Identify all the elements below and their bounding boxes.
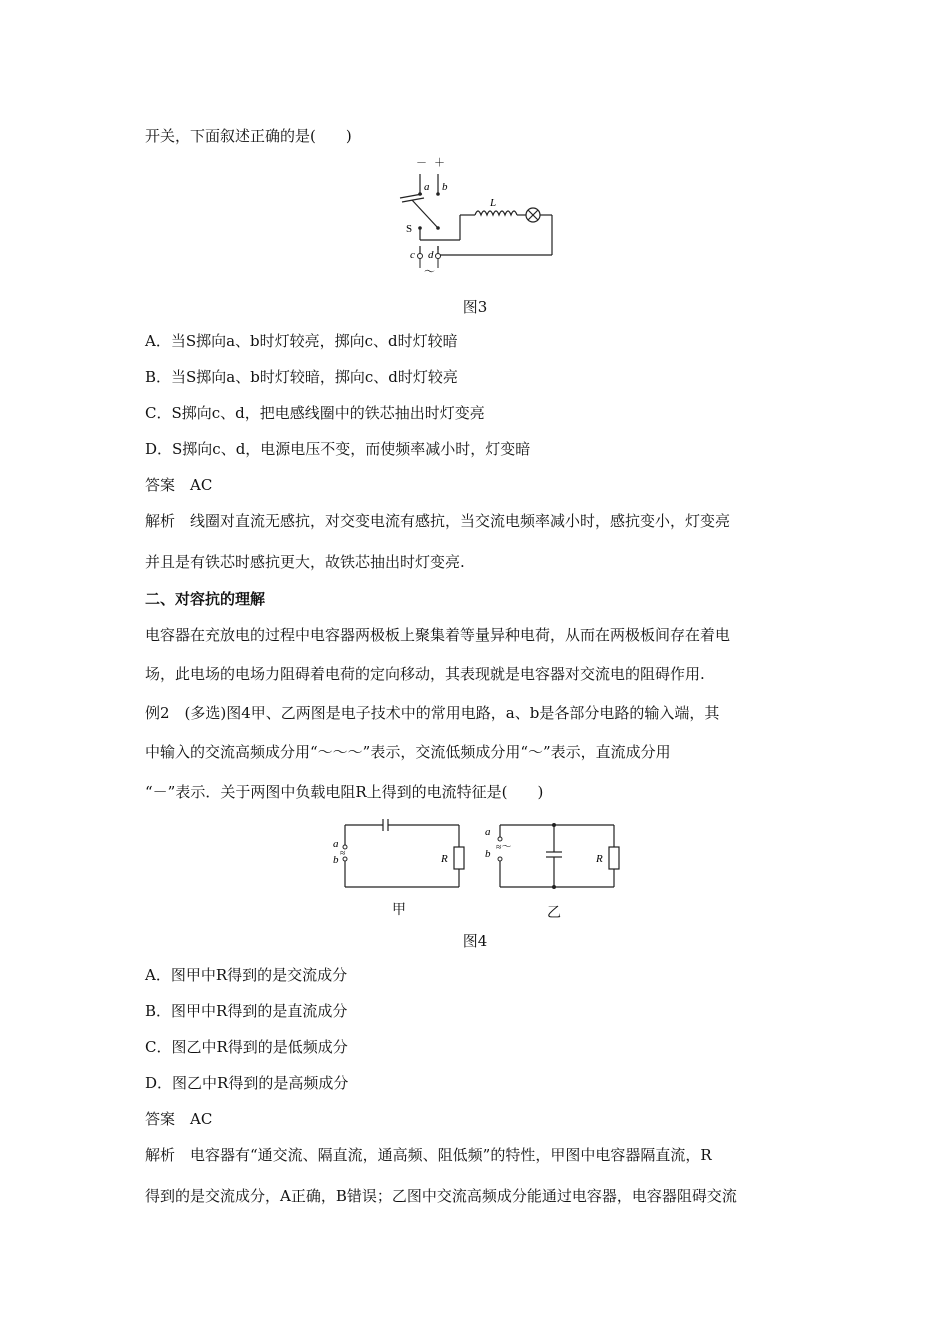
fig4-left-b: b (333, 854, 339, 866)
section2-para-line2: 场，此电场的电场力阻碍着电荷的定向移动，其表现就是电容器对交流电的阻碍作用. (145, 665, 705, 683)
q1-option-a: A．当S掷向a、b时灯较亮，掷向c、d时灯较暗 (145, 332, 458, 350)
q1-analysis-line1: 解析 线圈对直流无感抗，对交变电流有感抗，当交流电频率减小时，感抗变小，灯变亮 (145, 512, 731, 530)
fig4-right-a: a (485, 826, 491, 838)
fig3-S: S (406, 223, 413, 235)
section2-heading: 二、对容抗的理解 (145, 590, 266, 608)
fig3-b: b (442, 181, 448, 193)
q2-option-d: D．图乙中R得到的是高频成分 (145, 1074, 349, 1092)
fig4-left-R: R (441, 853, 448, 865)
figure-4-right-circuit (480, 815, 625, 895)
figure-4-left-caption: 甲 (392, 902, 406, 918)
q2-analysis-line2: 得到的是交流成分，A正确，B错误；乙图中交流高频成分能通过电容器，电容器阻碍交流 (145, 1187, 737, 1205)
q1-answer: 答案 AC (145, 476, 213, 494)
fig3-c: c (410, 249, 415, 261)
q2-stem-line2: 中输入的交流高频成分用“～～～”表示，交流低频成分用“～”表示，直流成分用 (145, 743, 671, 761)
fig3-a: a (424, 181, 430, 193)
fig3-L: L (490, 197, 497, 209)
q1-analysis-line2: 并且是有铁芯时感抗更大，故铁芯抽出时灯变亮. (145, 553, 465, 571)
q1-option-c: C．S掷向c、d，把电感线圈中的铁芯抽出时灯变亮 (145, 404, 485, 422)
q2-stem-line3: “－”表示．关于两图中负载电阻R上得到的电流特征是( ) (145, 783, 544, 801)
fig3-minus: － (416, 157, 427, 169)
figure-4-right-caption: 乙 (547, 905, 561, 921)
q2-stem-line1: 例2 (多选)图4甲、乙两图是电子技术中的常用电路，a、b是各部分电路的输入端，其 (145, 704, 720, 722)
fig3-ac: ～ (424, 266, 435, 278)
fig3-plus: ＋ (434, 157, 445, 169)
q2-answer: 答案 AC (145, 1110, 213, 1128)
fig4-right-source: ≈～ (496, 842, 512, 853)
q2-analysis-line1: 解析 电容器有“通交流、隔直流，通高频、阻低频”的特性，甲图中电容器隔直流，R (145, 1146, 712, 1164)
figure-4-left-circuit (325, 815, 470, 895)
fig4-right-b: b (485, 848, 491, 860)
figure-3-circuit (380, 150, 570, 280)
figure-4-caption: 图4 (462, 932, 488, 950)
fig4-left-a: a (333, 838, 339, 850)
q2-option-c: C．图乙中R得到的是低频成分 (145, 1038, 348, 1056)
figure-3-caption: 图3 (462, 298, 488, 316)
q2-option-a: A．图甲中R得到的是交流成分 (145, 966, 348, 984)
q1-stem: 开关，下面叙述正确的是( ) (145, 127, 352, 145)
section2-para-line1: 电容器在充放电的过程中电容器两极板上聚集着等量异种电荷，从而在两极板间存在着电 (145, 626, 731, 644)
fig3-d: d (428, 249, 434, 261)
q1-option-d: D．S掷向c、d，电源电压不变，而使频率减小时，灯变暗 (145, 440, 531, 458)
fig4-left-source: ≈ (340, 848, 346, 859)
q2-option-b: B．图甲中R得到的是直流成分 (145, 1002, 348, 1020)
fig4-right-R: R (596, 853, 603, 865)
q1-option-b: B．当S掷向a、b时灯较暗，掷向c、d时灯较亮 (145, 368, 458, 386)
